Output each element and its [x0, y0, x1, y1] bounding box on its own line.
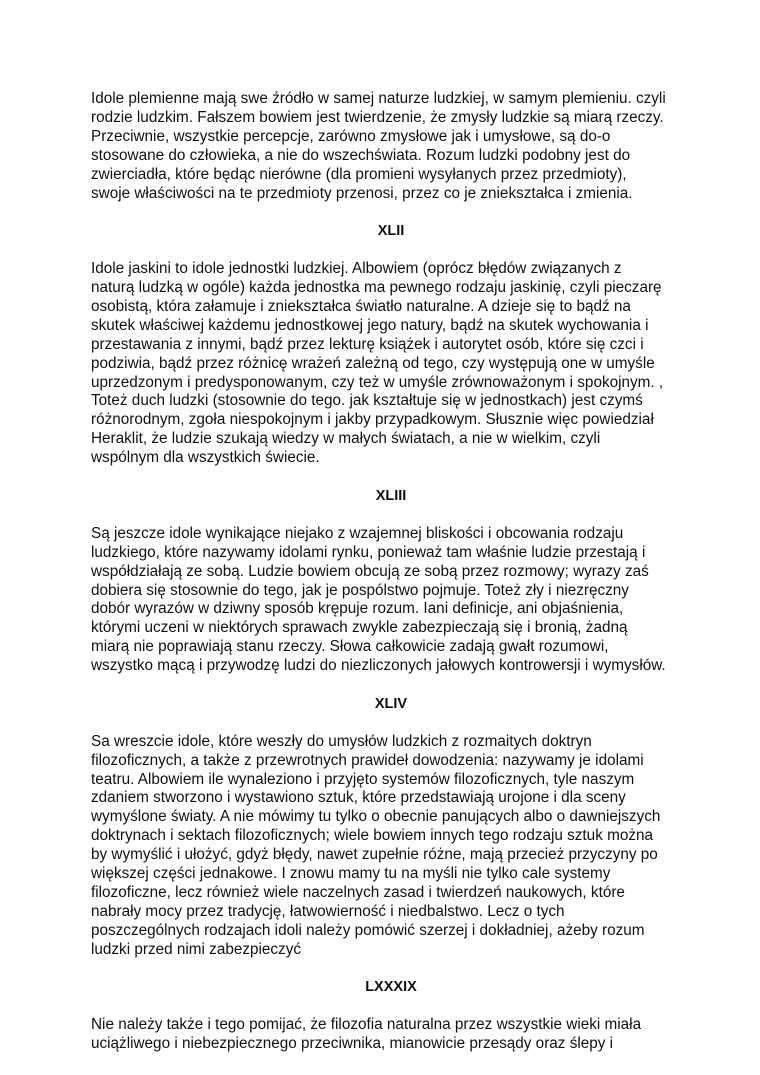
text-line: przestawania z innymi, bądź przez lekturę książek i autorytet osób, które się czci i — [91, 335, 644, 353]
document-body — [91, 90, 691, 1054]
text-line: zdaniem stworzono i wystawiono sztuk, które przedstawiają urojone i dla sceny — [91, 789, 626, 807]
text-line: doktrynach i sektach filozoficznych; wiele bowiem innych tego rodzaju sztuk można — [91, 827, 654, 845]
text-line: większej części jednakowe. I znowu mamy tu na myśli nie tylko cale systemy — [91, 865, 611, 883]
section-heading: XLII — [377, 223, 405, 240]
text-line: Toteż duch ludzki (stosownie do tego. jak kształtuje się w jednostkach) jest czymś — [91, 392, 643, 410]
text-line: podziwia, bądź przez różnicę wrażeń zależną od tego, czy występują one w umyśle — [91, 354, 655, 372]
text-line: Sa wreszcie idole, które weszły do umysłów ludzkich z rozmaitych doktryn — [91, 732, 592, 750]
section-intro — [91, 90, 691, 203]
text-line: rodzie ludzkim. Fałszem bowiem jest twierdzenie, że zmysły ludzkie są miarą rzeczy. — [91, 108, 664, 126]
text-line: nabrały mocy przez tradycję, łatwowierność i niedbalstwo. Lecz o tych — [91, 902, 565, 920]
section-xlii — [91, 222, 691, 468]
text-line: osobistą, która załamuje i zniekształca światło naturalne. A dzieje się to bądź na — [91, 297, 631, 315]
text-line: stosowane do człowieka, a nie do wszechświata. Rozum ludzki podobny jest do — [91, 146, 631, 164]
section-heading: XLIV — [374, 695, 408, 712]
text-line: filozoficzne, lecz również wiele naczelnych zasad i twierdzeń naukowych, które — [91, 883, 625, 901]
text-line: wszystko mącą i przywodzę ludzi do niezliczonych jałowych kontrowersji i wymysłów. — [91, 657, 666, 675]
text-line: dobór wyrazów w dziwny sposób krępuje rozum. Iani definicje, ani objaśnienia, — [91, 600, 624, 618]
section-xliii — [91, 487, 691, 676]
text-line: którymi uczeni w niektórych sprawach zwykle zabezpieczają się i bronią, żadną — [91, 619, 628, 637]
text-line: wymyślone światy. A nie mówimy tu tylko o obecnie panujących albo o dawniejszych — [91, 808, 661, 826]
text-line: wspólnym dla wszystkich świecie. — [91, 449, 320, 467]
paragraph — [91, 733, 691, 960]
text-line: Idole jaskini to idole jednostki ludzkiej. Albowiem (oprócz błędów związanych z — [91, 260, 622, 278]
text-line: dobiera się stosownie do tego, jak je pospólstwo pojmuje. Toteż zły i niezręczny — [91, 581, 629, 599]
text-line: filozoficznych, a także z przewrotnych prawideł dowodzenia: nazywamy je idolami — [91, 751, 644, 769]
section-lxxxix — [91, 978, 691, 1054]
text-line: teatru. Albowiem ile wynaleziono i przyjęto systemów filozoficznych, tyle naszym — [91, 770, 635, 788]
text-line: miarą nie poprawiają stanu rzeczy. Słowa całkowicie zadają gwałt rozumowi, — [91, 638, 609, 656]
text-line: by wymyślić i ułożyć, gdyż błędy, nawet zupełnie różne, mają przecież przyczyny po — [91, 846, 658, 864]
text-line: Heraklit, że ludzie szukają wiedzy w małych światach, a nie w wielkim, czyli — [91, 430, 601, 448]
text-line: zwierciadła, które będąc nierówne (dla promieni wysyłanych przez przedmioty), — [91, 165, 627, 183]
paragraph — [91, 1016, 691, 1054]
paragraph — [91, 525, 691, 676]
text-line: poszczególnych rodzajach idoli należy pomówić szerzej i dokładniej, ażeby rozum — [91, 921, 645, 939]
text-line: Są jeszcze idole wynikające niejako z wzajemnej bliskości i obcowania rodzaju — [91, 524, 624, 542]
text-line: Idole plemienne mają swe źródło w samej naturze ludzkiej, w samym plemieniu. czyli — [91, 90, 666, 107]
text-line: skutek właściwej każdemu jednostkowej jego natury, bądź na skutek wychowania i — [91, 316, 649, 334]
text-line: ludzkiego, które nazywamy idolami rynku, ponieważ tam właśnie ludzie przestają i — [91, 543, 646, 561]
text-line: uprzedzonym i predysponowanym, czy też w umyśle zrównoważonym i spokojnym. , — [91, 373, 664, 391]
section-xliv — [91, 695, 691, 960]
text-line: uciążliwego i niebezpiecznego przeciwnika, mianowicie przesądy oraz ślepy i — [91, 1035, 614, 1053]
paragraph — [91, 260, 691, 468]
text-line: współdziałają ze sobą. Ludzie bowiem obcują ze sobą przez rozmowy; wyrazy zaś — [91, 562, 649, 580]
text-line: Nie należy także i tego pomijać, że filozofia naturalna przez wszystkie wieki miała — [91, 1016, 642, 1034]
text-line: swoje właściwości na te przedmioty przenosi, przez co je zniekształca i zmienia. — [91, 184, 633, 202]
text-line: różnorodnym, zgoła niespokojnym i jakby przypadkowym. Słusznie więc powiedział — [91, 411, 654, 429]
paragraph — [91, 90, 691, 203]
section-heading: LXXXIX — [365, 979, 417, 996]
text-line: naturą ludzką w ogóle) każda jednostka ma pewnego rodzaju jaskinię, czyli pieczarę — [91, 279, 662, 297]
text-line: ludzki przed nimi zabezpieczyć — [91, 940, 301, 958]
section-heading: XLIII — [375, 487, 407, 504]
text-line: Przeciwnie, wszystkie percepcje, zarówno zmysłowe jak i umysłowe, są do-o — [91, 127, 611, 145]
